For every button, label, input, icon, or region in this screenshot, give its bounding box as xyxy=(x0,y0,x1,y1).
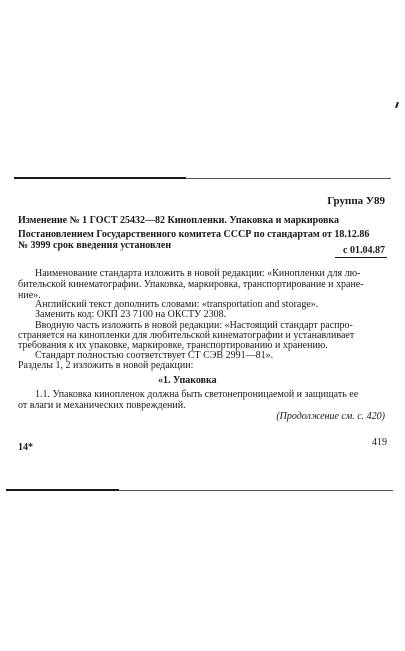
paragraph-sections: Разделы 1, 2 изложить в новой редакции: xyxy=(18,360,194,371)
paragraph-title-2: бительской кинематографии. Упаковка, маркировка, транспортирование и хране- xyxy=(18,279,364,290)
page-number: 419 xyxy=(372,437,387,448)
paragraph-code: Заменить код: ОКП 23 7100 на ОКСТУ 2308. xyxy=(35,309,227,320)
clause-1-1-line-1: 1.1. Упаковка кинопленок должна быть светонепроницаемой и защищать ее xyxy=(35,389,359,400)
signature-mark: 14* xyxy=(18,442,33,453)
stray-mark xyxy=(395,102,399,108)
bottom-rule-right xyxy=(119,490,393,491)
resolution-line-2: № 3999 срок введения установлен xyxy=(18,240,172,251)
paragraph-intro-3: требования к их упаковке, маркировке, транспортированию и хранению. xyxy=(18,340,328,351)
clause-1-1-line-2: от влаги и механических повреждений. xyxy=(18,400,186,411)
section-heading: «1. Упаковка xyxy=(158,375,217,386)
paragraph-english: Английский текст дополнить словами: «transportation and storage». xyxy=(35,299,319,310)
resolution-line-1: Постановлением Государственного комитета СССР по стандартам от 18.12.86 xyxy=(18,229,370,240)
bottom-rule xyxy=(6,489,119,491)
group-label: Группа У89 xyxy=(327,195,385,207)
paragraph-sev: Стандарт полностью соответствует СТ СЭВ 2991—81». xyxy=(35,350,274,361)
continuation-note: (Продолжение см. с. 420) xyxy=(276,411,385,422)
effective-date: с 01.04.87 xyxy=(343,245,385,256)
paragraph-title-1: Наименование стандарта изложить в новой редакции: «Кинопленки для лю- xyxy=(35,268,361,279)
date-underline xyxy=(335,257,387,258)
paragraph-intro-2: страняется на кинопленки для любительской кинематографии и устанавливает xyxy=(18,330,355,341)
top-rule-right xyxy=(186,178,391,179)
paragraph-intro-1: Вводную часть изложить в новой редакции: «Настоящий стандарт распро- xyxy=(35,320,353,331)
paragraph-title-3: ние». xyxy=(18,290,41,301)
amendment-title: Изменение № 1 ГОСТ 25432—82 Кинопленки. Упаковка и маркировка xyxy=(18,215,339,226)
top-rule xyxy=(14,177,186,179)
